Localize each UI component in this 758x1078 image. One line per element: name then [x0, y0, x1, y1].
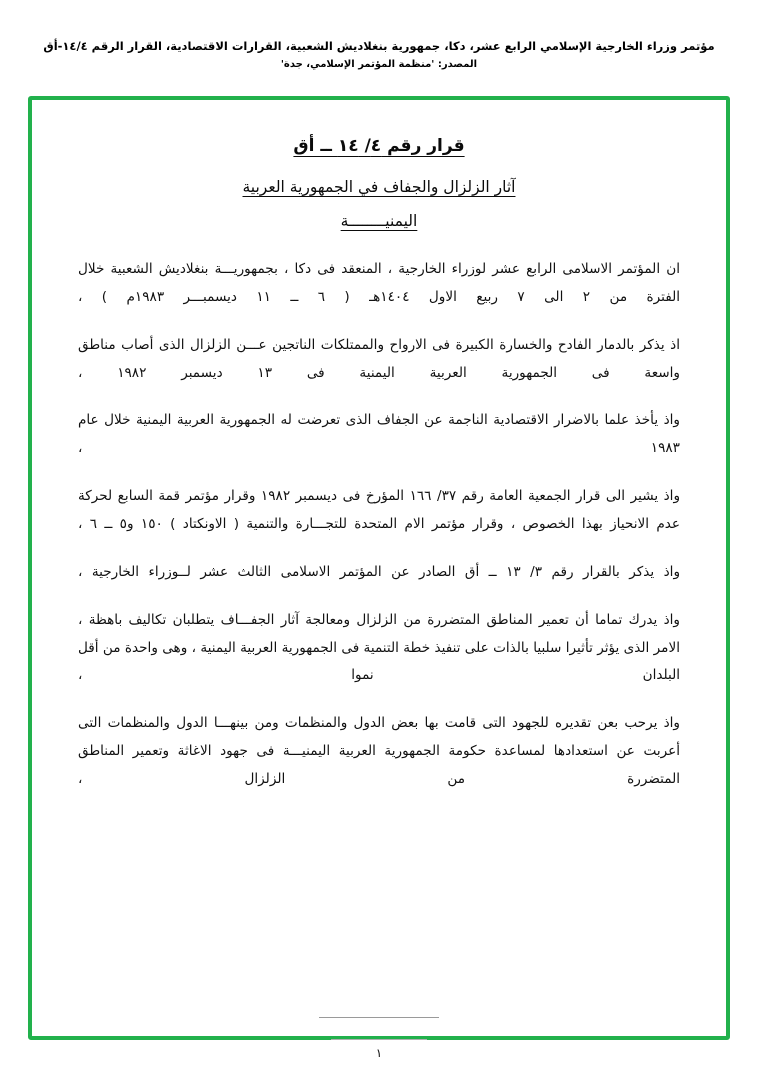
- document-title-text-1: آثار الزلزال والجفاف في الجمهورية العربية: [242, 178, 516, 196]
- paragraph: واذ يذكر بالقرار رقم ٣/ ١٣ ــ أق الصادر عن المؤتمر الاسلامى الثالث عشر لــوزراء الخارجية ،: [78, 563, 681, 580]
- paragraph: ان المؤتمر الاسلامى الرابع عشر لوزراء الخارجية ، المنعقد فى دكا ، بجمهوريـــة بنغلاديش الشعبية خلال الفترة من ٢ الى ٧ ربيع الاول ١٤٠٤هـ ( ٦ ــ ١١ ديسمبـــر ١٩٨٣م ) ،: [78, 261, 681, 305]
- page-number: ١: [375, 1046, 383, 1060]
- document-title-text-2: اليمنيــــــــة: [340, 212, 418, 230]
- bottom-divider: [319, 1017, 439, 1018]
- page-header: [0, 38, 758, 70]
- header-source-note: المصدر: 'منظمة المؤتمر الإسلامي، جدة': [280, 58, 478, 70]
- resolution-number: قرار رقم ٤/ ١٤ ــ أق: [293, 136, 465, 156]
- document-frame: [28, 96, 730, 1040]
- paragraph: اذ يذكر بالدمار الفادح والخسارة الكبيرة فى الارواح والممتلكات الناتجين عـــن الزلزال الذى أصاب مناطق واسعة فى الجمهورية العربية اليمنية فى ١٣ ديسمبر ١٩٨٢ ،: [78, 336, 680, 381]
- page-number-divider: [331, 1039, 427, 1040]
- paragraph: واذ يدرك تماما أن تعمير المناطق المتضررة من الزلزال ومعالجة آثار الجفـــاف يتطلبان تكاليف باهظة ، الامر الذى يؤثر تأثيرا سلبيا بالذات على تنفيذ خطة التنمية فى الجمهورية العربية اليمنية ، وهى واحدة من أقل البلدان نموا ،: [78, 611, 680, 684]
- header-source-title: مؤتمر وزراء الخارجية الإسلامي الرابع عشر، دكا، جمهورية بنغلاديش الشعبية، القرارات الاقتصادية، القرار الرقم ١٤/٤-أق: [43, 39, 715, 53]
- paragraph: واذ يشير الى قرار الجمعية العامة رقم ٣٧/ ١٦٦ المؤرخ فى ديسمبر ١٩٨٢ وقرار مؤتمر قمة السابع لحركة عدم الانحياز بهذا الخصوص ، وقرار مؤتمر الام المتحدة للتجـــارة والتنمية ( الاونكتاد ) ١٥٠ و٥ ــ ٦ ،: [78, 488, 681, 533]
- paragraph: واذ يرحب بعن تقديره للجهود التى قامت بها بعض الدول والمنظمات ومن بينهـــا الدول والمنظمات التى أعربت عن استعدادها لمساعدة حكومة الجمهورية العربية اليمنيـــة فى جهود الاغاثة وتعمير المناطق المتضررة من الزلزال ،: [78, 715, 680, 788]
- document-body: [32, 100, 726, 1036]
- paragraph: واذ يأخذ علما بالاضرار الاقتصادية الناجمة عن الجفاف الذى تعرضت له الجمهورية العربية اليمنية خلال عام ١٩٨٣ ،: [78, 412, 680, 457]
- document-title-line-2: [78, 212, 680, 230]
- document-title-line-1: [78, 178, 680, 196]
